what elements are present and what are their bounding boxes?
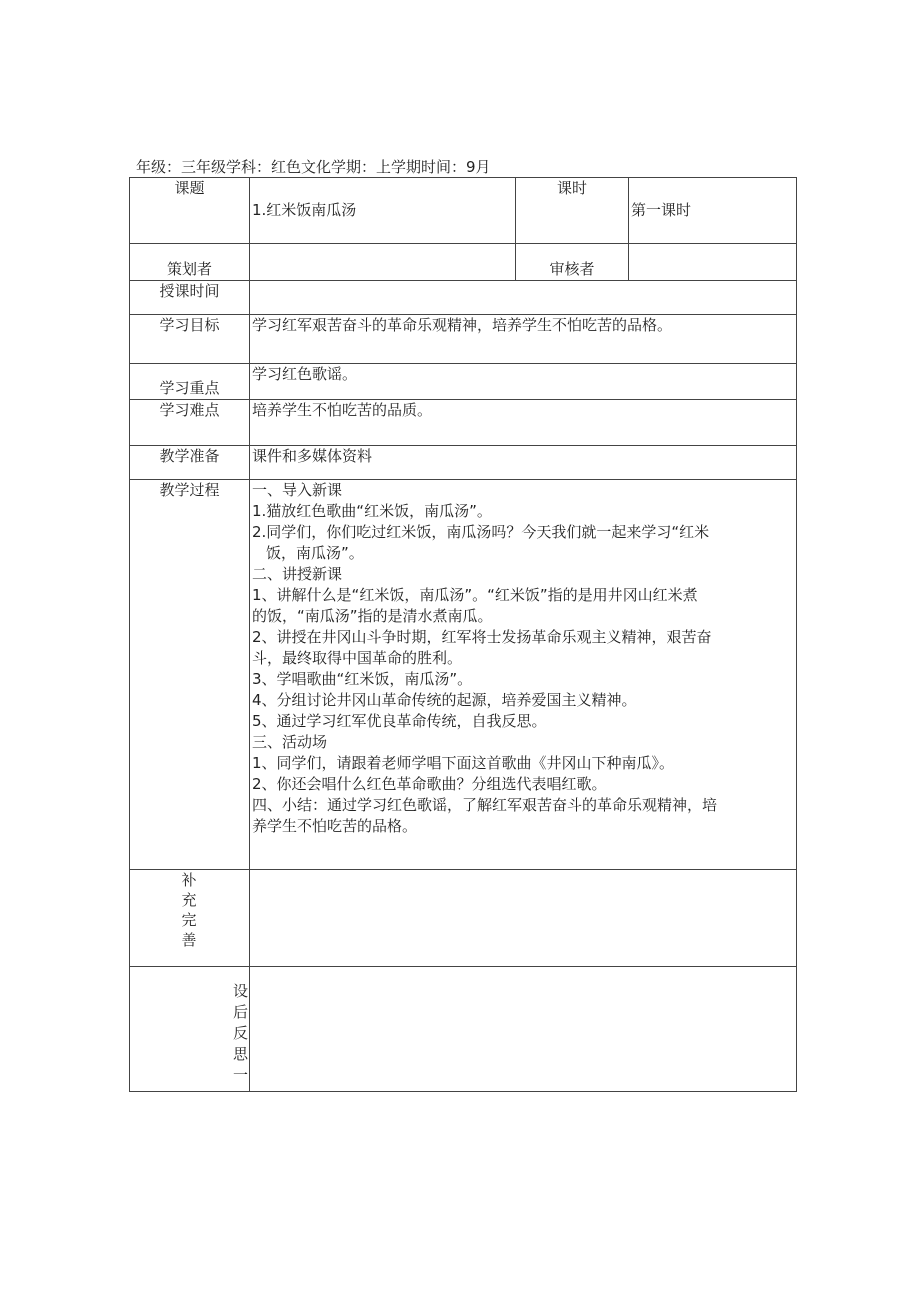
key-label: 学习重点 (130, 364, 250, 400)
planner-value (250, 244, 516, 281)
time-value (250, 281, 797, 315)
planner-row (130, 244, 797, 281)
reflection-label: 设后反思一 (233, 982, 249, 1084)
process-row (130, 480, 797, 870)
process-line: 5、通过学习红军优良革命传统，自我反思。 (252, 712, 547, 730)
reviewer-value (629, 244, 797, 281)
supplement-label-cell (130, 870, 250, 967)
prep-value: 课件和多媒体资料 (250, 446, 797, 480)
reflection-row (130, 967, 797, 1092)
planner-label: 策划者 (130, 244, 250, 281)
topic-value: 1.红米饭南瓜汤 (250, 178, 516, 244)
supplement-label: 补充完善 (181, 871, 197, 949)
supplement-value (250, 870, 797, 967)
lesson-header: 年级：三年级学科：红色文化学期：上学期时间：9月 (136, 158, 491, 176)
reflection-value (250, 967, 797, 1092)
process-line: 1、同学们，请跟着老师学唱下面这首歌曲《井冈山下种南瓜》。 (252, 754, 675, 772)
prep-label: 教学准备 (130, 446, 250, 480)
process-line: 斗，最终取得中国革命的胜利。 (252, 649, 463, 667)
supplement-row (130, 870, 797, 967)
process-line: 二、讲授新课 (252, 565, 343, 583)
process-line: 2.同学们，你们吃过红米饭，南瓜汤吗？今天我们就一起来学习“红米 (252, 523, 710, 541)
process-line: 4、分组讨论井冈山革命传统的起源，培养爱国主义精神。 (252, 691, 637, 709)
process-line: 养学生不怕吃苦的品格。 (252, 817, 418, 835)
process-line: 四、小结：通过学习红色歌谣，了解红军艰苦奋斗的革命乐观精神，培 (252, 796, 718, 814)
process-label: 教学过程 (130, 480, 250, 870)
goal-row (130, 315, 797, 364)
key-value: 学习红色歌谣。 (250, 364, 797, 400)
process-line: 2、讲授在井冈山斗争时期，红军将士发扬革命乐观主义精神，艰苦奋 (252, 628, 712, 646)
goal-value: 学习红军艰苦奋斗的革命乐观精神，培养学生不怕吃苦的品格。 (250, 315, 797, 364)
topic-row (130, 178, 797, 244)
difficult-row (130, 400, 797, 446)
process-content (250, 480, 797, 870)
lesson-plan-table (129, 177, 797, 1092)
process-line: 的饭，“南瓜汤”指的是清水煮南瓜。 (252, 607, 493, 625)
difficult-label: 学习难点 (130, 400, 250, 446)
difficult-value: 培养学生不怕吃苦的品质。 (250, 400, 797, 446)
process-line: 2、你还会唱什么红色革命歌曲？分组选代表唱红歌。 (252, 775, 607, 793)
process-line: 一、导入新课 (252, 481, 343, 499)
reflection-label-cell (130, 967, 250, 1092)
goal-label: 学习目标 (130, 315, 250, 364)
reviewer-label: 审核者 (516, 244, 629, 281)
process-line: 三、活动场 (252, 733, 328, 751)
process-line: 3、学唱歌曲“红米饭，南瓜汤”。 (252, 670, 473, 688)
prep-row (130, 446, 797, 480)
period-value: 第一课时 (629, 178, 797, 244)
time-row (130, 281, 797, 315)
key-row (130, 364, 797, 400)
process-line: 饭，南瓜汤”。 (266, 544, 364, 562)
process-line: 1、讲解什么是“红米饭，南瓜汤”。“红米饭”指的是用井冈山红米煮 (252, 586, 698, 604)
process-line: 1.猫放红色歌曲“红米饭，南瓜汤”。 (252, 502, 492, 520)
time-label: 授课时间 (130, 281, 250, 315)
period-label: 课时 (516, 178, 629, 244)
topic-label: 课题 (130, 178, 250, 244)
